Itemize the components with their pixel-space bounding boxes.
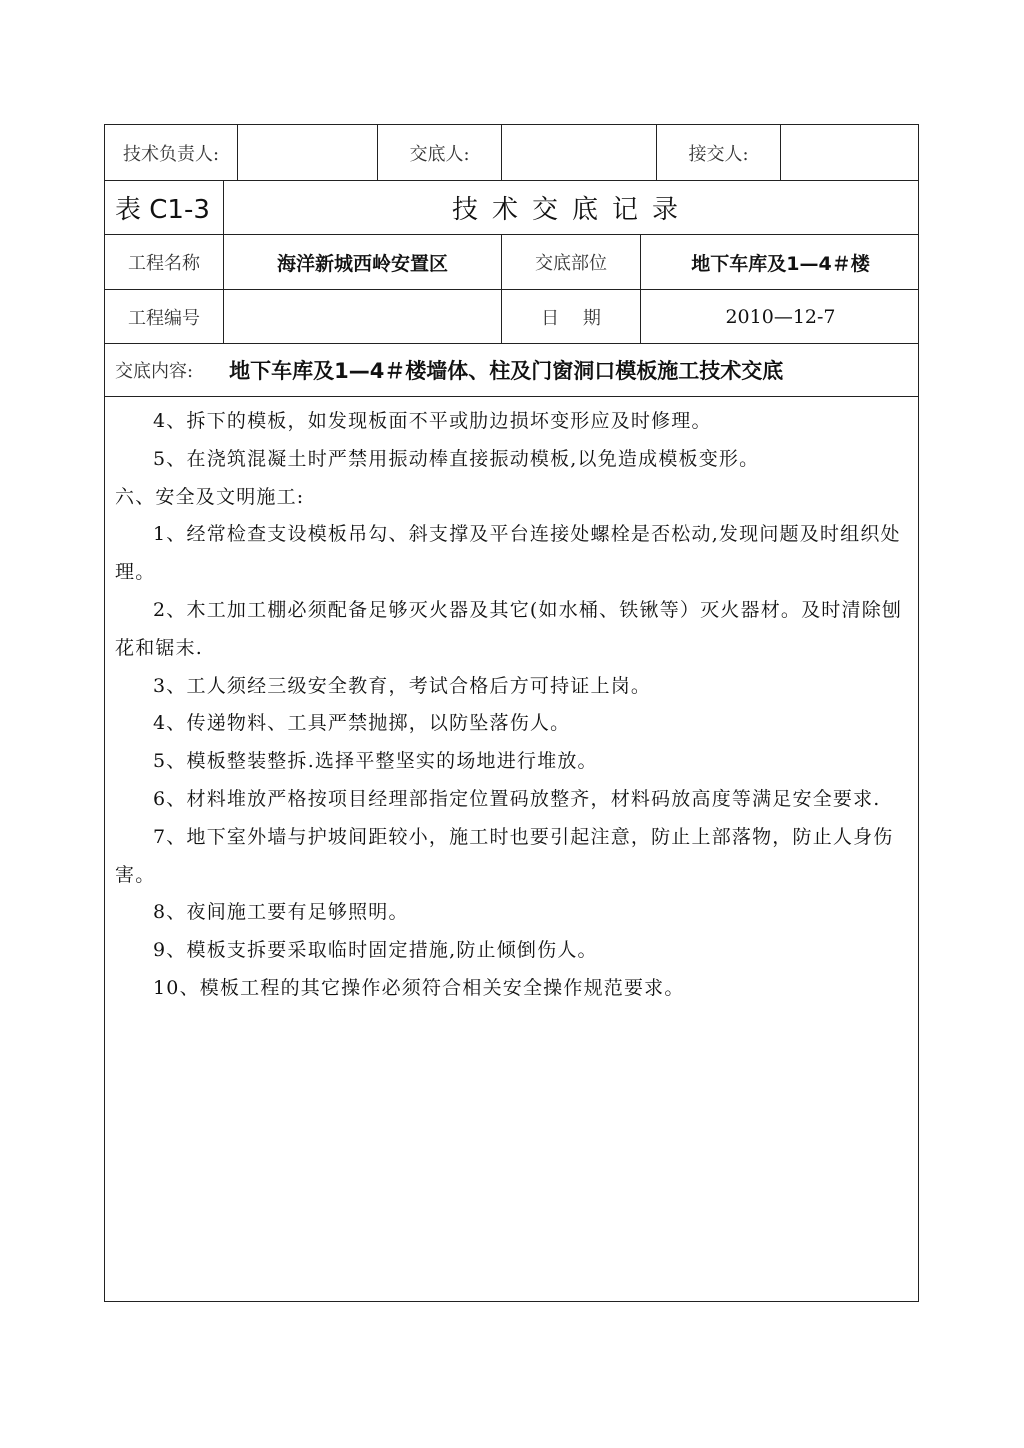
project-name-label-cell xyxy=(105,235,224,289)
project-row xyxy=(105,235,918,290)
body-paragraph: 10、模板工程的其它操作必须符合相关安全操作规范要求。 xyxy=(153,976,685,999)
body-paragraph: 5、模板整装整拆.选择平整坚实的场地进行堆放。 xyxy=(153,750,598,773)
project-code-label: 工程编号 xyxy=(128,307,200,329)
body-paragraph: 7、地下室外墙与护坡间距较小，施工时也要引起注意，防止上部落物，防止人身伤害。 xyxy=(115,825,894,886)
date-label: 日 期 xyxy=(541,307,601,329)
project-name-value-cell xyxy=(224,235,502,289)
project-code-value-cell xyxy=(224,290,502,343)
tech-lead-label-cell xyxy=(105,125,238,180)
form-title: 技术交底记录 xyxy=(451,195,692,225)
discloser-label: 交底人: xyxy=(409,143,470,165)
signatory-row xyxy=(105,125,918,181)
project-name-value: 海洋新城西岭安置区 xyxy=(276,252,448,275)
receiver-label: 接交人: xyxy=(688,143,749,165)
tech-lead-label: 技术负责人: xyxy=(122,143,220,165)
body-paragraph: 9、模板支拆要采取临时固定措施,防止倾倒伤人。 xyxy=(153,939,598,962)
body-paragraph: 5、在浇筑混凝土时严禁用振动棒直接振动模板,以免造成模板变形。 xyxy=(153,447,760,470)
body-paragraph: 1、经常检查支设模板吊勾、斜支撑及平台连接处螺栓是否松动,发现问题及时组织处理。 xyxy=(115,523,901,584)
code-date-row xyxy=(105,290,918,344)
tech-lead-value-cell xyxy=(238,125,378,180)
project-name-label: 工程名称 xyxy=(128,253,200,274)
form-number: 表 C1-3 xyxy=(115,195,210,225)
body-paragraph: 6、材料堆放严格按项目经理部指定位置码放整齐，材料码放高度等满足安全要求. xyxy=(153,787,881,810)
subject-cell xyxy=(105,344,918,396)
discloser-value-cell xyxy=(502,125,657,180)
part-value: 地下车库及1—4＃楼 xyxy=(691,252,870,275)
part-label-cell xyxy=(502,235,641,289)
form-number-cell xyxy=(105,181,224,234)
body-paragraph: 2、木工加工棚必须配备足够灭火器及其它(如水桶、铁锹等）灭火器材。及时清除刨花和锯末. xyxy=(115,598,903,659)
section-heading: 六、安全及文明施工: xyxy=(115,485,305,508)
part-value-cell xyxy=(641,235,920,289)
body-paragraph: 4、拆下的模板，如发现板面不平或肋边损坏变形应及时修理。 xyxy=(153,410,712,432)
body-paragraph: 8、夜间施工要有足够照明。 xyxy=(153,901,409,924)
disclosure-body xyxy=(105,397,918,1008)
subject-value: 地下车库及1—4＃楼墙体、柱及门窗洞口模板施工技术交底 xyxy=(229,359,784,383)
discloser-label-cell xyxy=(378,125,502,180)
part-label: 交底部位 xyxy=(535,253,607,274)
subject-label: 交底内容: xyxy=(115,361,194,382)
body-paragraph: 4、传递物料、工具严禁抛掷，以防坠落伤人。 xyxy=(153,712,571,735)
title-row xyxy=(105,181,918,235)
subject-row xyxy=(105,344,918,397)
date-value-cell xyxy=(641,290,920,343)
date-value: 2010—12-7 xyxy=(725,305,836,328)
project-code-label-cell xyxy=(105,290,224,343)
receiver-label-cell xyxy=(657,125,781,180)
date-label-cell xyxy=(502,290,641,343)
body-paragraph: 3、工人须经三级安全教育，考试合格后方可持证上岗。 xyxy=(153,674,652,697)
form-title-cell xyxy=(224,181,920,234)
receiver-value-cell xyxy=(781,125,920,180)
disclosure-form xyxy=(104,124,919,1302)
